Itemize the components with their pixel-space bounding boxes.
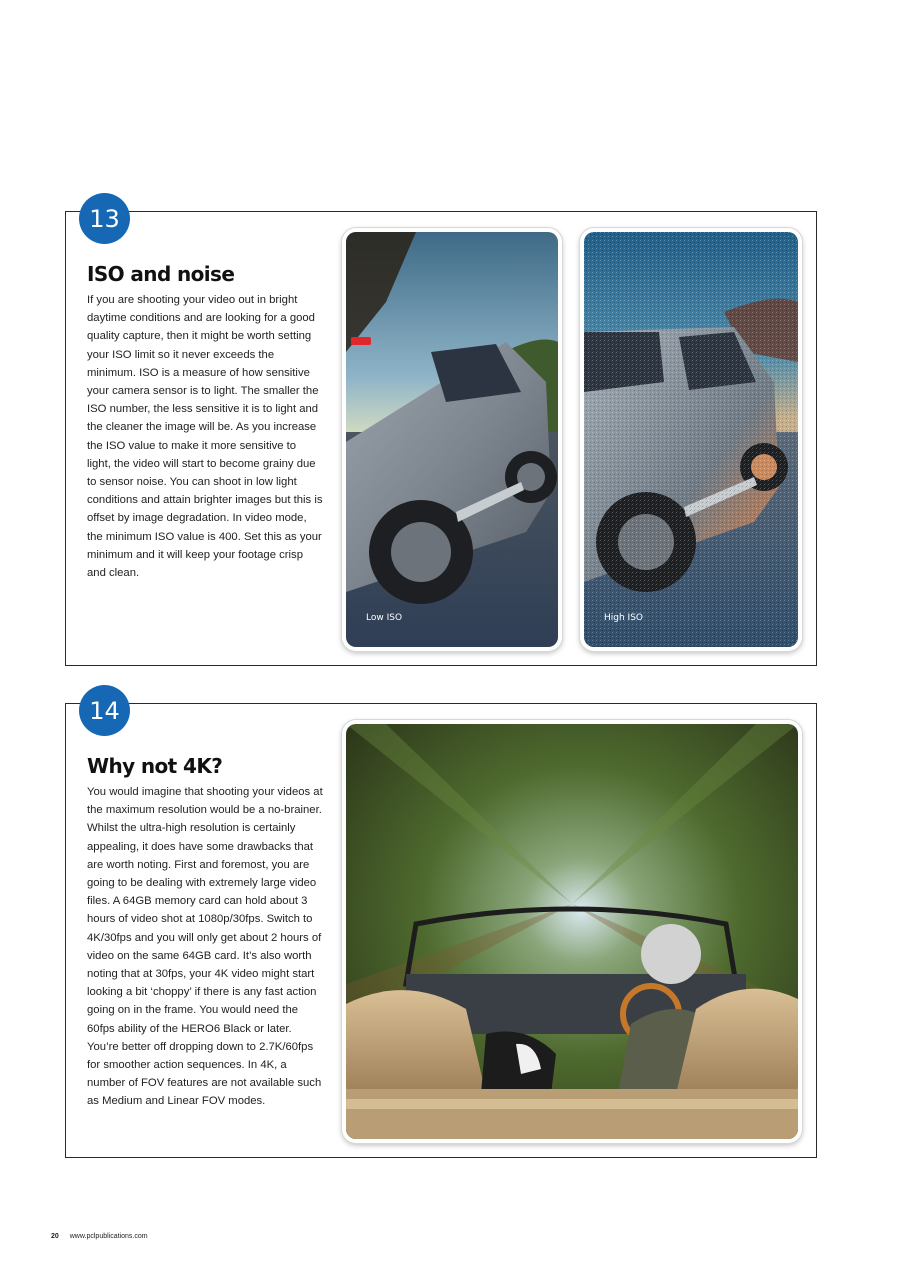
high-iso-photo-frame: [580, 228, 802, 651]
high-iso-photo: [584, 232, 798, 647]
tip-number-badge: 14: [79, 685, 130, 736]
tip-title: ISO and noise: [87, 262, 235, 286]
tip-number-badge: 13: [79, 193, 130, 244]
footer-url: www.pclpublications.com: [69, 1233, 148, 1240]
convertible-car-image: [346, 724, 798, 1139]
convertible-car-photo: [346, 724, 798, 1139]
page-footer: [51, 1233, 148, 1240]
low-iso-photo-frame: [342, 228, 562, 651]
tip-section-14: [65, 696, 817, 1158]
pickup-truck-noisy-image: [584, 232, 798, 647]
photo-caption: High ISO: [604, 613, 643, 623]
tip-title: Why not 4K?: [87, 754, 223, 778]
photo-caption: Low ISO: [366, 613, 403, 623]
tip-body-text: If you are shooting your video out in bright daytime conditions and are looking for a good quality capture, then it might be worth setting your ISO limit so it never exceeds the minimum. ISO is a measure of how sensitive your camera sensor is to light. The smaller the ISO number, the less sensitive it is to light and the cleaner the image will be. As you increase the ISO value to make it more sensitive to light, the video will start to become grainy due to sensor noise. You can shoot in low light conditions and attain brighter images but this is offset by image degradation. In video mode, the minimum ISO value is 400. Set this as your minimum and it will keep your footage crisp and clean.: [87, 294, 323, 580]
tip-section-13: [65, 204, 817, 666]
tip-body-text: You would imagine that shooting your videos at the maximum resolution would be a no-brainer. Whilst the ultra-high resolution is certainly appealing, it does have some drawbacks that are worth noting. First and foremost, you are going to be dealing with extremely large video files. A 64GB memory card can hold about 3 hours of video shot at 1080p/30fps. Switch to 4K/30fps and you will only get about 2 hours of video on the same 64GB card. It’s also worth noting that at 30fps, your 4K video might start looking a bit ‘choppy’ if there is any fast action going on in the frame. You would need the 60fps ability of the HERO6 Black or later. You’re better off dropping down to 2.7K/60fps for smoother action sequences. In 4K, a number of FOV features are not available such as Medium and Linear FOV modes.: [87, 786, 323, 1108]
convertible-car-photo-frame: [342, 720, 802, 1143]
low-iso-photo: [346, 232, 558, 647]
pickup-truck-image: [346, 232, 558, 647]
page-number: 20: [51, 1233, 59, 1240]
